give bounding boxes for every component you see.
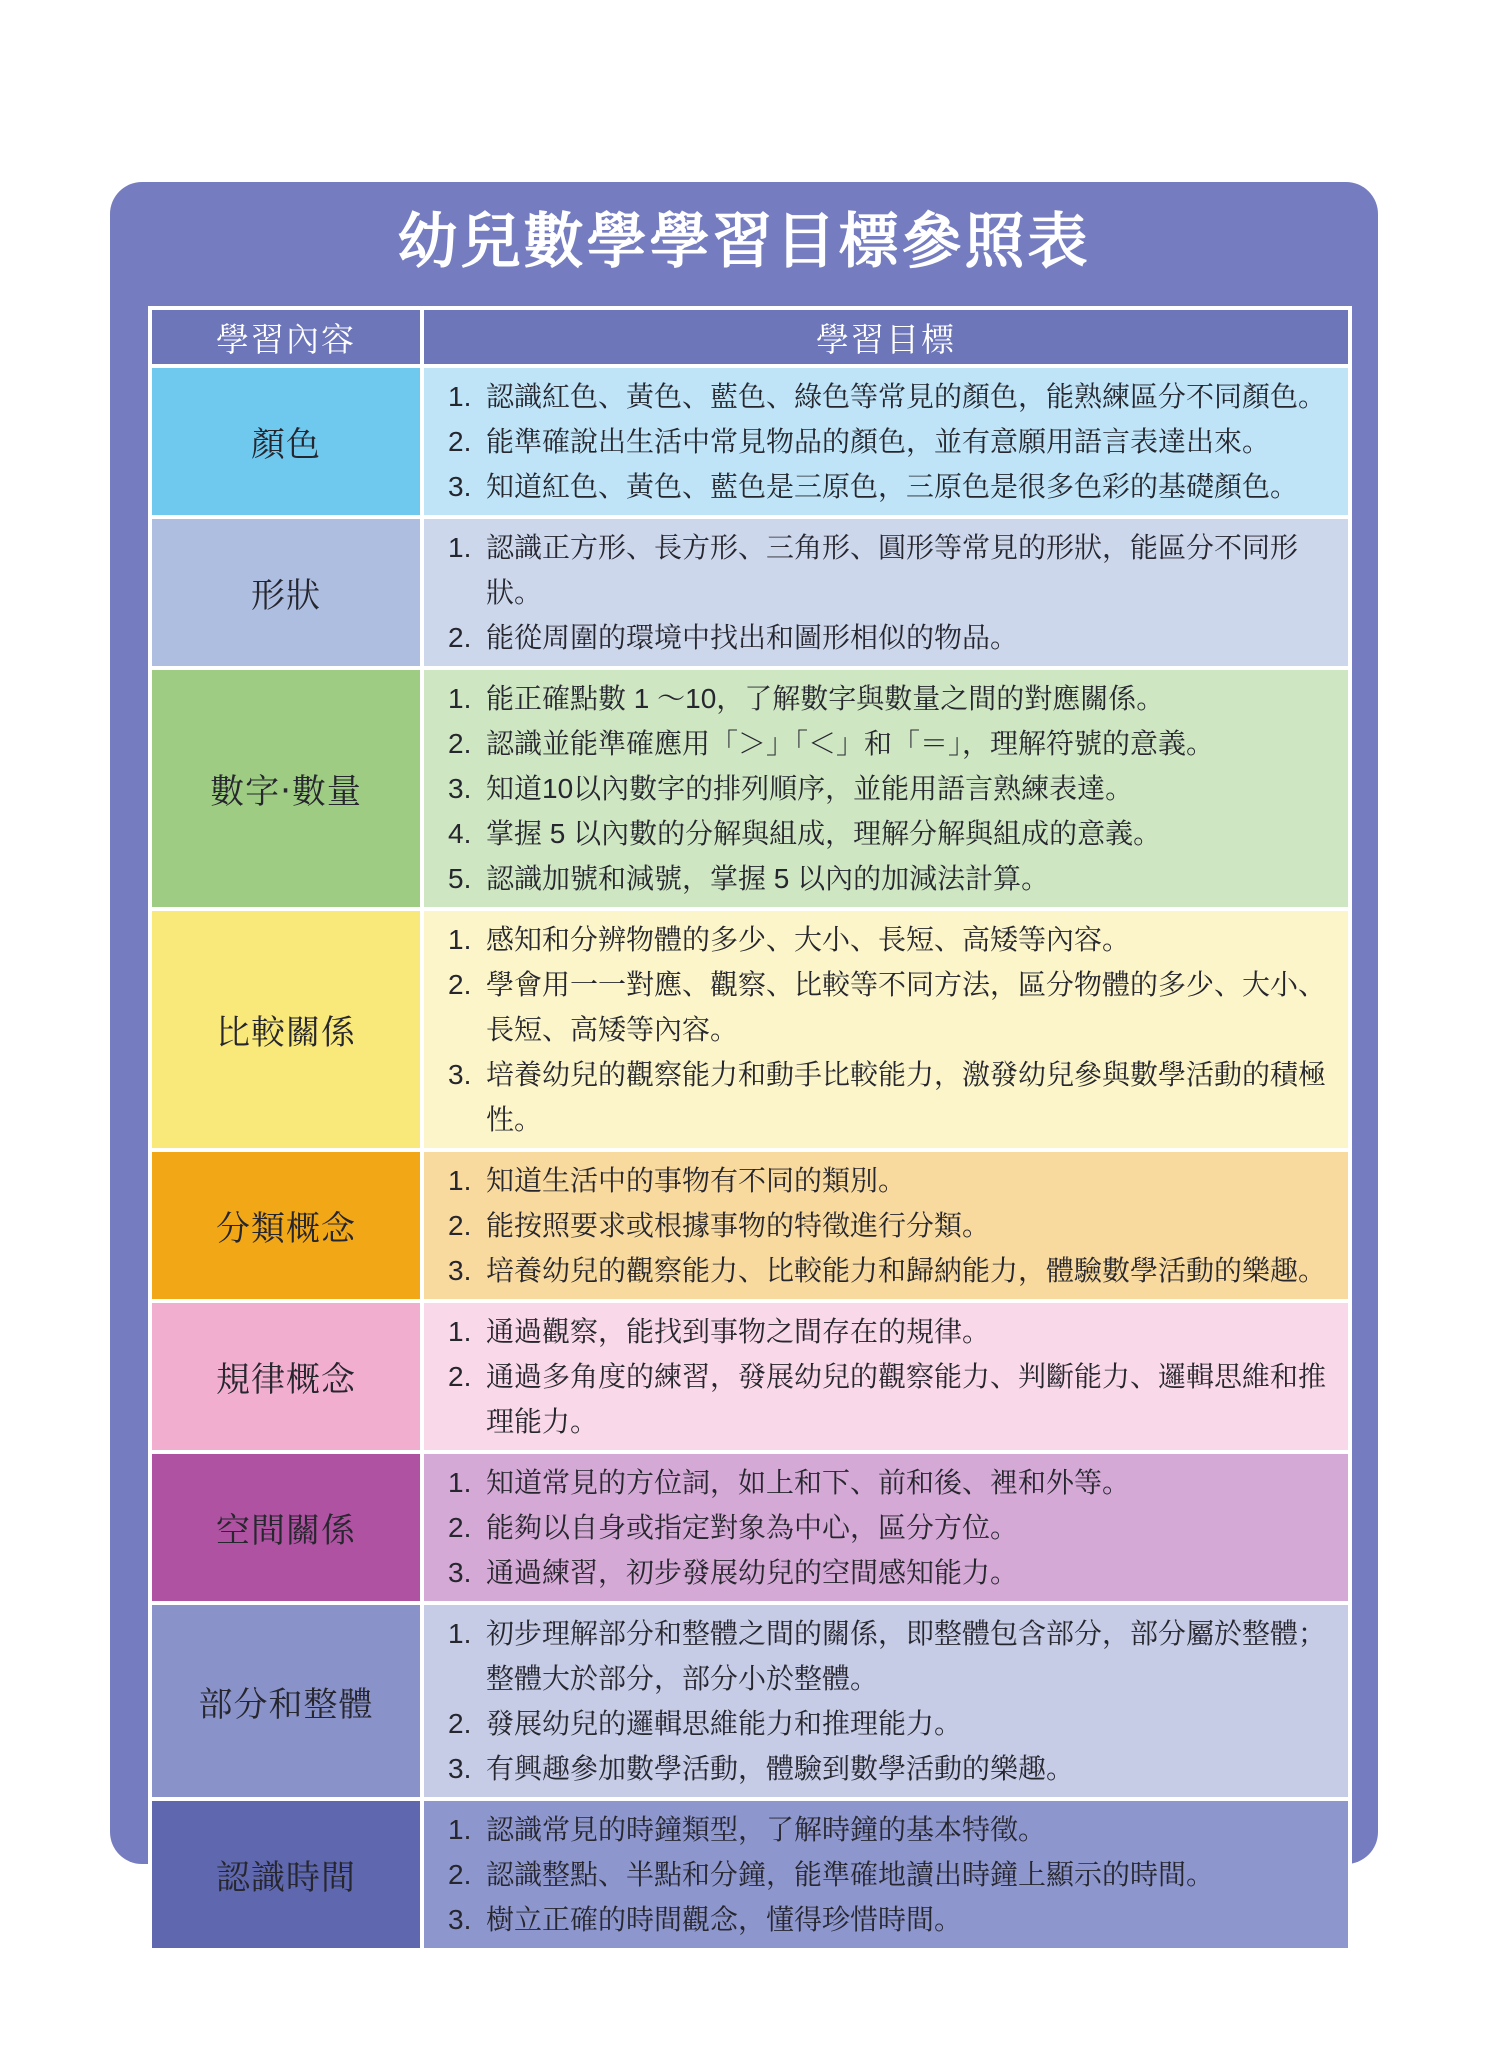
goal-text: 初步理解部分和整體之間的關係，即整體包含部分，部分屬於整體；整體大於部分，部分小於整體。	[486, 1618, 1327, 1694]
table-row	[150, 366, 1350, 517]
reference-table	[148, 306, 1352, 1952]
goal-item	[448, 676, 1334, 721]
goal-number: 3.	[448, 773, 472, 804]
goal-text: 知道10以內數字的排列順序，並能用語言熟練表達。	[486, 773, 1134, 804]
goal-number: 1.	[448, 1165, 472, 1196]
goal-number: 3.	[448, 1255, 472, 1286]
goal-text: 知道紅色、黃色、藍色是三原色，三原色是很多色彩的基礎顏色。	[486, 471, 1299, 502]
goal-item	[448, 1807, 1334, 1852]
goal-item	[448, 811, 1334, 856]
goal-item	[448, 766, 1334, 811]
goal-text: 通過練習，初步發展幼兒的空間感知能力。	[486, 1557, 1019, 1588]
goal-number: 3.	[448, 471, 472, 502]
goal-item	[448, 1550, 1334, 1595]
goal-item	[448, 962, 1334, 1052]
goal-text: 認識整點、半點和分鐘，能準確地讀出時鐘上顯示的時間。	[486, 1859, 1215, 1890]
goal-list	[448, 1807, 1334, 1942]
goal-text: 感知和分辨物體的多少、大小、長短、高矮等內容。	[486, 924, 1131, 955]
goal-number: 1.	[448, 1814, 472, 1845]
page-title: 幼兒數學學習目標參照表	[397, 208, 1091, 275]
row-goals	[422, 366, 1350, 517]
goal-text: 培養幼兒的觀察能力、比較能力和歸納能力，體驗數學活動的樂趣。	[486, 1255, 1327, 1286]
row-goals	[422, 1799, 1350, 1950]
goal-item	[448, 1309, 1334, 1354]
row-label: 認識時間	[150, 1799, 422, 1950]
goal-item	[448, 917, 1334, 962]
row-label: 空間關係	[150, 1452, 422, 1603]
table-row	[150, 1301, 1350, 1452]
row-label: 形狀	[150, 517, 422, 668]
goal-text: 掌握 5 以內數的分解與組成，理解分解與組成的意義。	[486, 818, 1162, 849]
row-goals	[422, 1301, 1350, 1452]
goal-item	[448, 464, 1334, 509]
goal-number: 5.	[448, 863, 472, 894]
row-label: 比較關係	[150, 909, 422, 1150]
goal-text: 認識加號和減號，掌握 5 以內的加減法計算。	[486, 863, 1050, 894]
goal-number: 4.	[448, 818, 472, 849]
table-row	[150, 1150, 1350, 1301]
goal-number: 3.	[448, 1557, 472, 1588]
row-label: 規律概念	[150, 1301, 422, 1452]
goal-item	[448, 374, 1334, 419]
goal-item	[448, 1052, 1334, 1142]
row-goals	[422, 1150, 1350, 1301]
row-label: 數字‧數量	[150, 668, 422, 909]
table-row	[150, 517, 1350, 668]
goal-list	[448, 525, 1334, 660]
row-label: 顏色	[150, 366, 422, 517]
row-goals	[422, 517, 1350, 668]
goal-text: 知道常見的方位詞，如上和下、前和後、裡和外等。	[486, 1467, 1131, 1498]
table-row	[150, 909, 1350, 1150]
row-goals	[422, 1603, 1350, 1799]
goal-item	[448, 1354, 1334, 1444]
goal-text: 能按照要求或根據事物的特徵進行分類。	[486, 1210, 991, 1241]
goal-number: 2.	[448, 426, 472, 457]
goal-number: 2.	[448, 1210, 472, 1241]
goal-text: 通過觀察，能找到事物之間存在的規律。	[486, 1316, 991, 1347]
goal-number: 2.	[448, 1361, 472, 1392]
goal-number: 2.	[448, 1708, 472, 1739]
table-row	[150, 668, 1350, 909]
header-row	[150, 308, 1350, 366]
goal-text: 發展幼兒的邏輯思維能力和推理能力。	[486, 1708, 963, 1739]
goal-text: 認識紅色、黃色、藍色、綠色等常見的顏色，能熟練區分不同顏色。	[486, 381, 1327, 412]
goal-text: 學會用一一對應、觀察、比較等不同方法，區分物體的多少、大小、長短、高矮等內容。	[486, 969, 1327, 1045]
goal-text: 能正確點數 1 ～10，了解數字與數量之間的對應關係。	[486, 683, 1165, 714]
goal-item	[448, 1746, 1334, 1791]
goal-list	[448, 917, 1334, 1142]
goal-number: 1.	[448, 1618, 472, 1649]
table-row	[150, 1799, 1350, 1950]
table-wrap	[148, 306, 1352, 1952]
goal-number: 2.	[448, 622, 472, 653]
goal-text: 知道生活中的事物有不同的類別。	[486, 1165, 907, 1196]
goal-text: 能準確說出生活中常見物品的顏色，並有意願用語言表達出來。	[486, 426, 1271, 457]
goal-item	[448, 1701, 1334, 1746]
goal-item	[448, 721, 1334, 766]
goal-list	[448, 1460, 1334, 1595]
goal-number: 1.	[448, 1467, 472, 1498]
row-goals	[422, 909, 1350, 1150]
goal-text: 有興趣參加數學活動，體驗到數學活動的樂趣。	[486, 1753, 1075, 1784]
goal-item	[448, 1897, 1334, 1942]
goal-number: 1.	[448, 683, 472, 714]
goal-item	[448, 1248, 1334, 1293]
row-goals	[422, 668, 1350, 909]
goal-text: 認識正方形、長方形、三角形、圓形等常見的形狀，能區分不同形狀。	[486, 532, 1299, 608]
goal-list	[448, 1158, 1334, 1293]
goal-item	[448, 1460, 1334, 1505]
goal-item	[448, 525, 1334, 615]
goal-text: 培養幼兒的觀察能力和動手比較能力，激發幼兒參與數學活動的積極性。	[486, 1059, 1327, 1135]
goal-number: 2.	[448, 969, 472, 1000]
goal-number: 1.	[448, 532, 472, 563]
goal-item	[448, 419, 1334, 464]
goal-number: 1.	[448, 924, 472, 955]
column-header-content: 學習內容	[150, 308, 422, 366]
goal-item	[448, 856, 1334, 901]
goal-number: 3.	[448, 1753, 472, 1784]
goal-item	[448, 1505, 1334, 1550]
goal-text: 能從周圍的環境中找出和圖形相似的物品。	[486, 622, 1019, 653]
goal-item	[448, 1158, 1334, 1203]
row-label: 分類概念	[150, 1150, 422, 1301]
goal-text: 能夠以自身或指定對象為中心，區分方位。	[486, 1512, 1019, 1543]
column-header-goals: 學習目標	[422, 308, 1350, 366]
goal-number: 2.	[448, 1859, 472, 1890]
table-row	[150, 1452, 1350, 1603]
table-row	[150, 1603, 1350, 1799]
poster-card	[110, 182, 1378, 1935]
goal-list	[448, 1611, 1334, 1791]
row-goals	[422, 1452, 1350, 1603]
goal-number: 2.	[448, 1512, 472, 1543]
goal-item	[448, 1852, 1334, 1897]
goal-text: 認識常見的時鐘類型，了解時鐘的基本特徵。	[486, 1814, 1047, 1845]
goal-text: 通過多角度的練習，發展幼兒的觀察能力、判斷能力、邏輯思維和推理能力。	[486, 1361, 1327, 1437]
row-label: 部分和整體	[150, 1603, 422, 1799]
goal-list	[448, 1309, 1334, 1444]
goal-list	[448, 374, 1334, 509]
goal-number: 1.	[448, 1316, 472, 1347]
goal-item	[448, 1611, 1334, 1701]
goal-item	[448, 615, 1334, 660]
goal-list	[448, 676, 1334, 901]
goal-number: 2.	[448, 728, 472, 759]
goal-number: 1.	[448, 381, 472, 412]
goal-number: 3.	[448, 1059, 472, 1090]
goal-number: 3.	[448, 1904, 472, 1935]
goal-text: 認識並能準確應用「＞」「＜」和「＝」，理解符號的意義。	[486, 728, 1215, 759]
goal-text: 樹立正確的時間觀念，懂得珍惜時間。	[486, 1904, 963, 1935]
goal-item	[448, 1203, 1334, 1248]
